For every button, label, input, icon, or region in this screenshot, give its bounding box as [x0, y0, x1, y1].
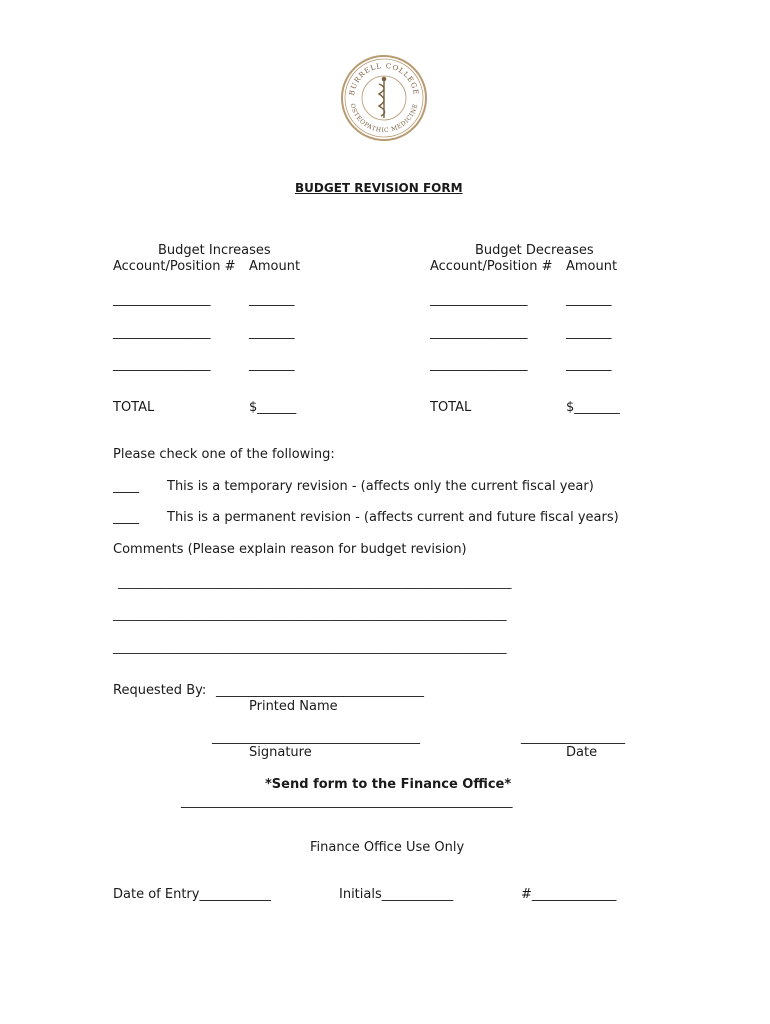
- date-label: Date: [566, 745, 598, 760]
- increases-account-field-2[interactable]: _______________: [113, 325, 211, 340]
- increases-heading: Budget Increases: [158, 243, 271, 258]
- date-field[interactable]: ________________: [521, 730, 625, 745]
- requested-by-label: Requested By:: [113, 683, 207, 698]
- decreases-account-field-3[interactable]: _______________: [430, 357, 528, 372]
- increases-amount-header: Amount: [249, 259, 301, 274]
- form-title: BUDGET REVISION FORM: [295, 181, 463, 195]
- decreases-amount-field-2[interactable]: _______: [566, 325, 612, 340]
- seal-bottom-text: OSTEOPATHIC MEDICINE: [348, 102, 420, 135]
- comments-line-2[interactable]: ________________________________________________________________: [113, 607, 507, 621]
- increases-total-label: TOTAL: [113, 400, 155, 415]
- send-instruction: *Send form to the Finance Office*: [265, 777, 512, 792]
- permanent-check-field[interactable]: ____: [113, 510, 139, 525]
- college-seal-logo: [340, 54, 428, 142]
- date-of-entry-field[interactable]: Date of Entry___________: [113, 887, 271, 902]
- temporary-revision-label: This is a temporary revision - (affects only the current fiscal year): [167, 479, 594, 494]
- decreases-heading: Budget Decreases: [475, 243, 594, 258]
- decreases-amount-field-3[interactable]: _______: [566, 357, 612, 372]
- increases-amount-field-1[interactable]: _______: [249, 292, 295, 307]
- temporary-check-field[interactable]: ____: [113, 479, 139, 494]
- decreases-account-header: Account/Position #: [430, 259, 553, 274]
- decreases-total-label: TOTAL: [430, 400, 472, 415]
- entry-number-field[interactable]: #_____________: [521, 887, 617, 902]
- comments-label: Comments (Please explain reason for budget revision): [113, 542, 467, 557]
- increases-amount-field-3[interactable]: _______: [249, 357, 295, 372]
- permanent-revision-label: This is a permanent revision - (affects current and future fiscal years): [167, 510, 619, 525]
- decreases-amount-field-1[interactable]: _______: [566, 292, 612, 307]
- finance-office-heading: Finance Office Use Only: [310, 840, 465, 855]
- check-prompt: Please check one of the following:: [113, 447, 335, 462]
- increases-account-field-3[interactable]: _______________: [113, 357, 211, 372]
- printed-name-field[interactable]: ________________________________: [216, 683, 424, 698]
- increases-account-field-1[interactable]: _______________: [113, 292, 211, 307]
- increases-amount-field-2[interactable]: _______: [249, 325, 295, 340]
- initials-field[interactable]: Initials___________: [339, 887, 454, 902]
- increases-total-field[interactable]: $______: [249, 400, 297, 415]
- decreases-amount-header: Amount: [566, 259, 618, 274]
- decreases-account-field-1[interactable]: _______________: [430, 292, 528, 307]
- caduceus-icon: [379, 77, 386, 118]
- decreases-total-field[interactable]: $_______: [566, 400, 620, 415]
- printed-name-label: Printed Name: [249, 699, 338, 714]
- increases-account-header: Account/Position #: [113, 259, 236, 274]
- comments-line-1[interactable]: ________________________________________________________________: [118, 575, 512, 589]
- comments-line-3[interactable]: ________________________________________________________________: [113, 640, 507, 654]
- seal-top-text: BURRELL COLLEGE: [348, 61, 420, 97]
- signature-field[interactable]: ________________________________: [212, 730, 420, 745]
- decreases-account-field-2[interactable]: _______________: [430, 325, 528, 340]
- signature-label: Signature: [249, 745, 312, 760]
- separator-line: ___________________________________________________: [181, 794, 513, 809]
